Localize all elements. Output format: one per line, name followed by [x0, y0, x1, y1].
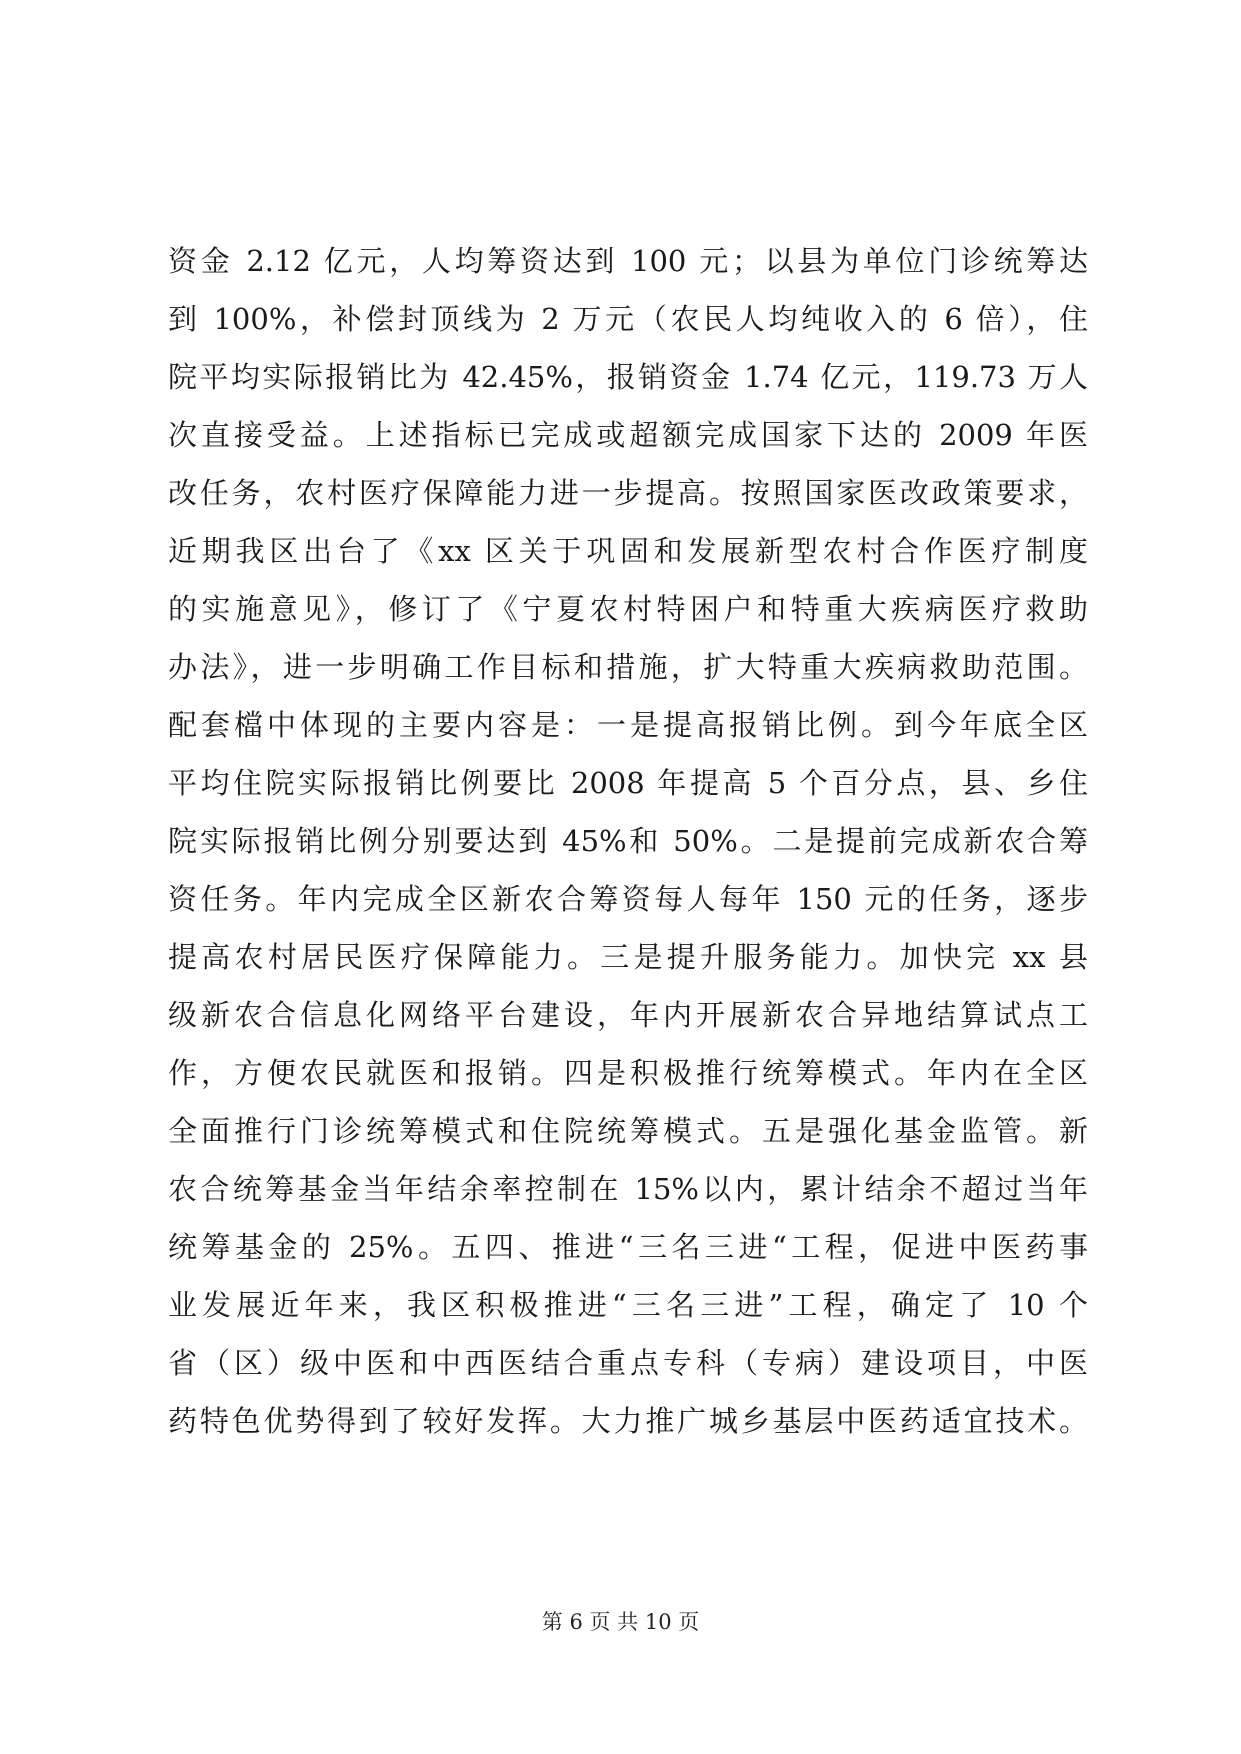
text-line: 提高农村居民医疗保障能力。三是提升服务能力。加快完 xx 县 [168, 940, 1088, 974]
page-footer: 第 6 页 共 10 页 [541, 1610, 700, 1634]
text-line: 到 100%，补偿封顶线为 2 万元（农民人均纯收入的 6 倍），住 [168, 302, 1088, 336]
text-line: 改任务，农村医疗保障能力进一步提高。按照国家医改政策要求， [168, 476, 1088, 510]
text-line: 作，方便农民就医和报销。四是积极推行统筹模式。年内在全区 [168, 1056, 1088, 1090]
text-line: 省（区）级中医和中西医结合重点专科（专病）建设项目，中医 [168, 1346, 1088, 1380]
text-line: 办法》，进一步明确工作目标和措施，扩大特重大疾病救助范围。 [168, 650, 1088, 684]
text-line: 药特色优势得到了较好发挥。大力推广城乡基层中医药适宜技术。 [168, 1404, 1088, 1438]
text-line: 的实施意见》，修订了《宁夏农村特困户和特重大疾病医疗救助 [168, 592, 1088, 626]
text-line: 级新农合信息化网络平台建设，年内开展新农合异地结算试点工 [168, 998, 1088, 1032]
text-line: 次直接受益。上述指标已完成或超额完成国家下达的 2009 年医 [168, 418, 1088, 452]
text-line: 平均住院实际报销比例要比 2008 年提高 5 个百分点，县、乡住 [168, 766, 1088, 800]
text-line: 院平均实际报销比为 42.45%，报销资金 1.74 亿元，119.73 万人 [168, 360, 1088, 394]
text-line: 配套檔中体现的主要内容是：一是提高报销比例。到今年底全区 [168, 708, 1088, 742]
text-line: 统筹基金的 25%。五四、推进“三名三进“工程，促进中医药事 [168, 1230, 1088, 1264]
text-line: 业发展近年来，我区积极推进“三名三进”工程，确定了 10 个 [168, 1288, 1088, 1322]
text-line: 资任务。年内完成全区新农合筹资每人每年 150 元的任务，逐步 [168, 882, 1088, 916]
text-line: 近期我区出台了《xx 区关于巩固和发展新型农村合作医疗制度 [168, 534, 1088, 568]
text-line: 院实际报销比例分别要达到 45%和 50%。二是提前完成新农合筹 [168, 824, 1088, 858]
body-text [168, 232, 1088, 1450]
text-line: 全面推行门诊统筹模式和住院统筹模式。五是强化基金监管。新 [168, 1114, 1088, 1148]
text-line: 农合统筹基金当年结余率控制在 15%以内，累计结余不超过当年 [168, 1172, 1088, 1206]
text-line: 资金 2.12 亿元，人均筹资达到 100 元；以县为单位门诊统筹达 [168, 244, 1088, 278]
